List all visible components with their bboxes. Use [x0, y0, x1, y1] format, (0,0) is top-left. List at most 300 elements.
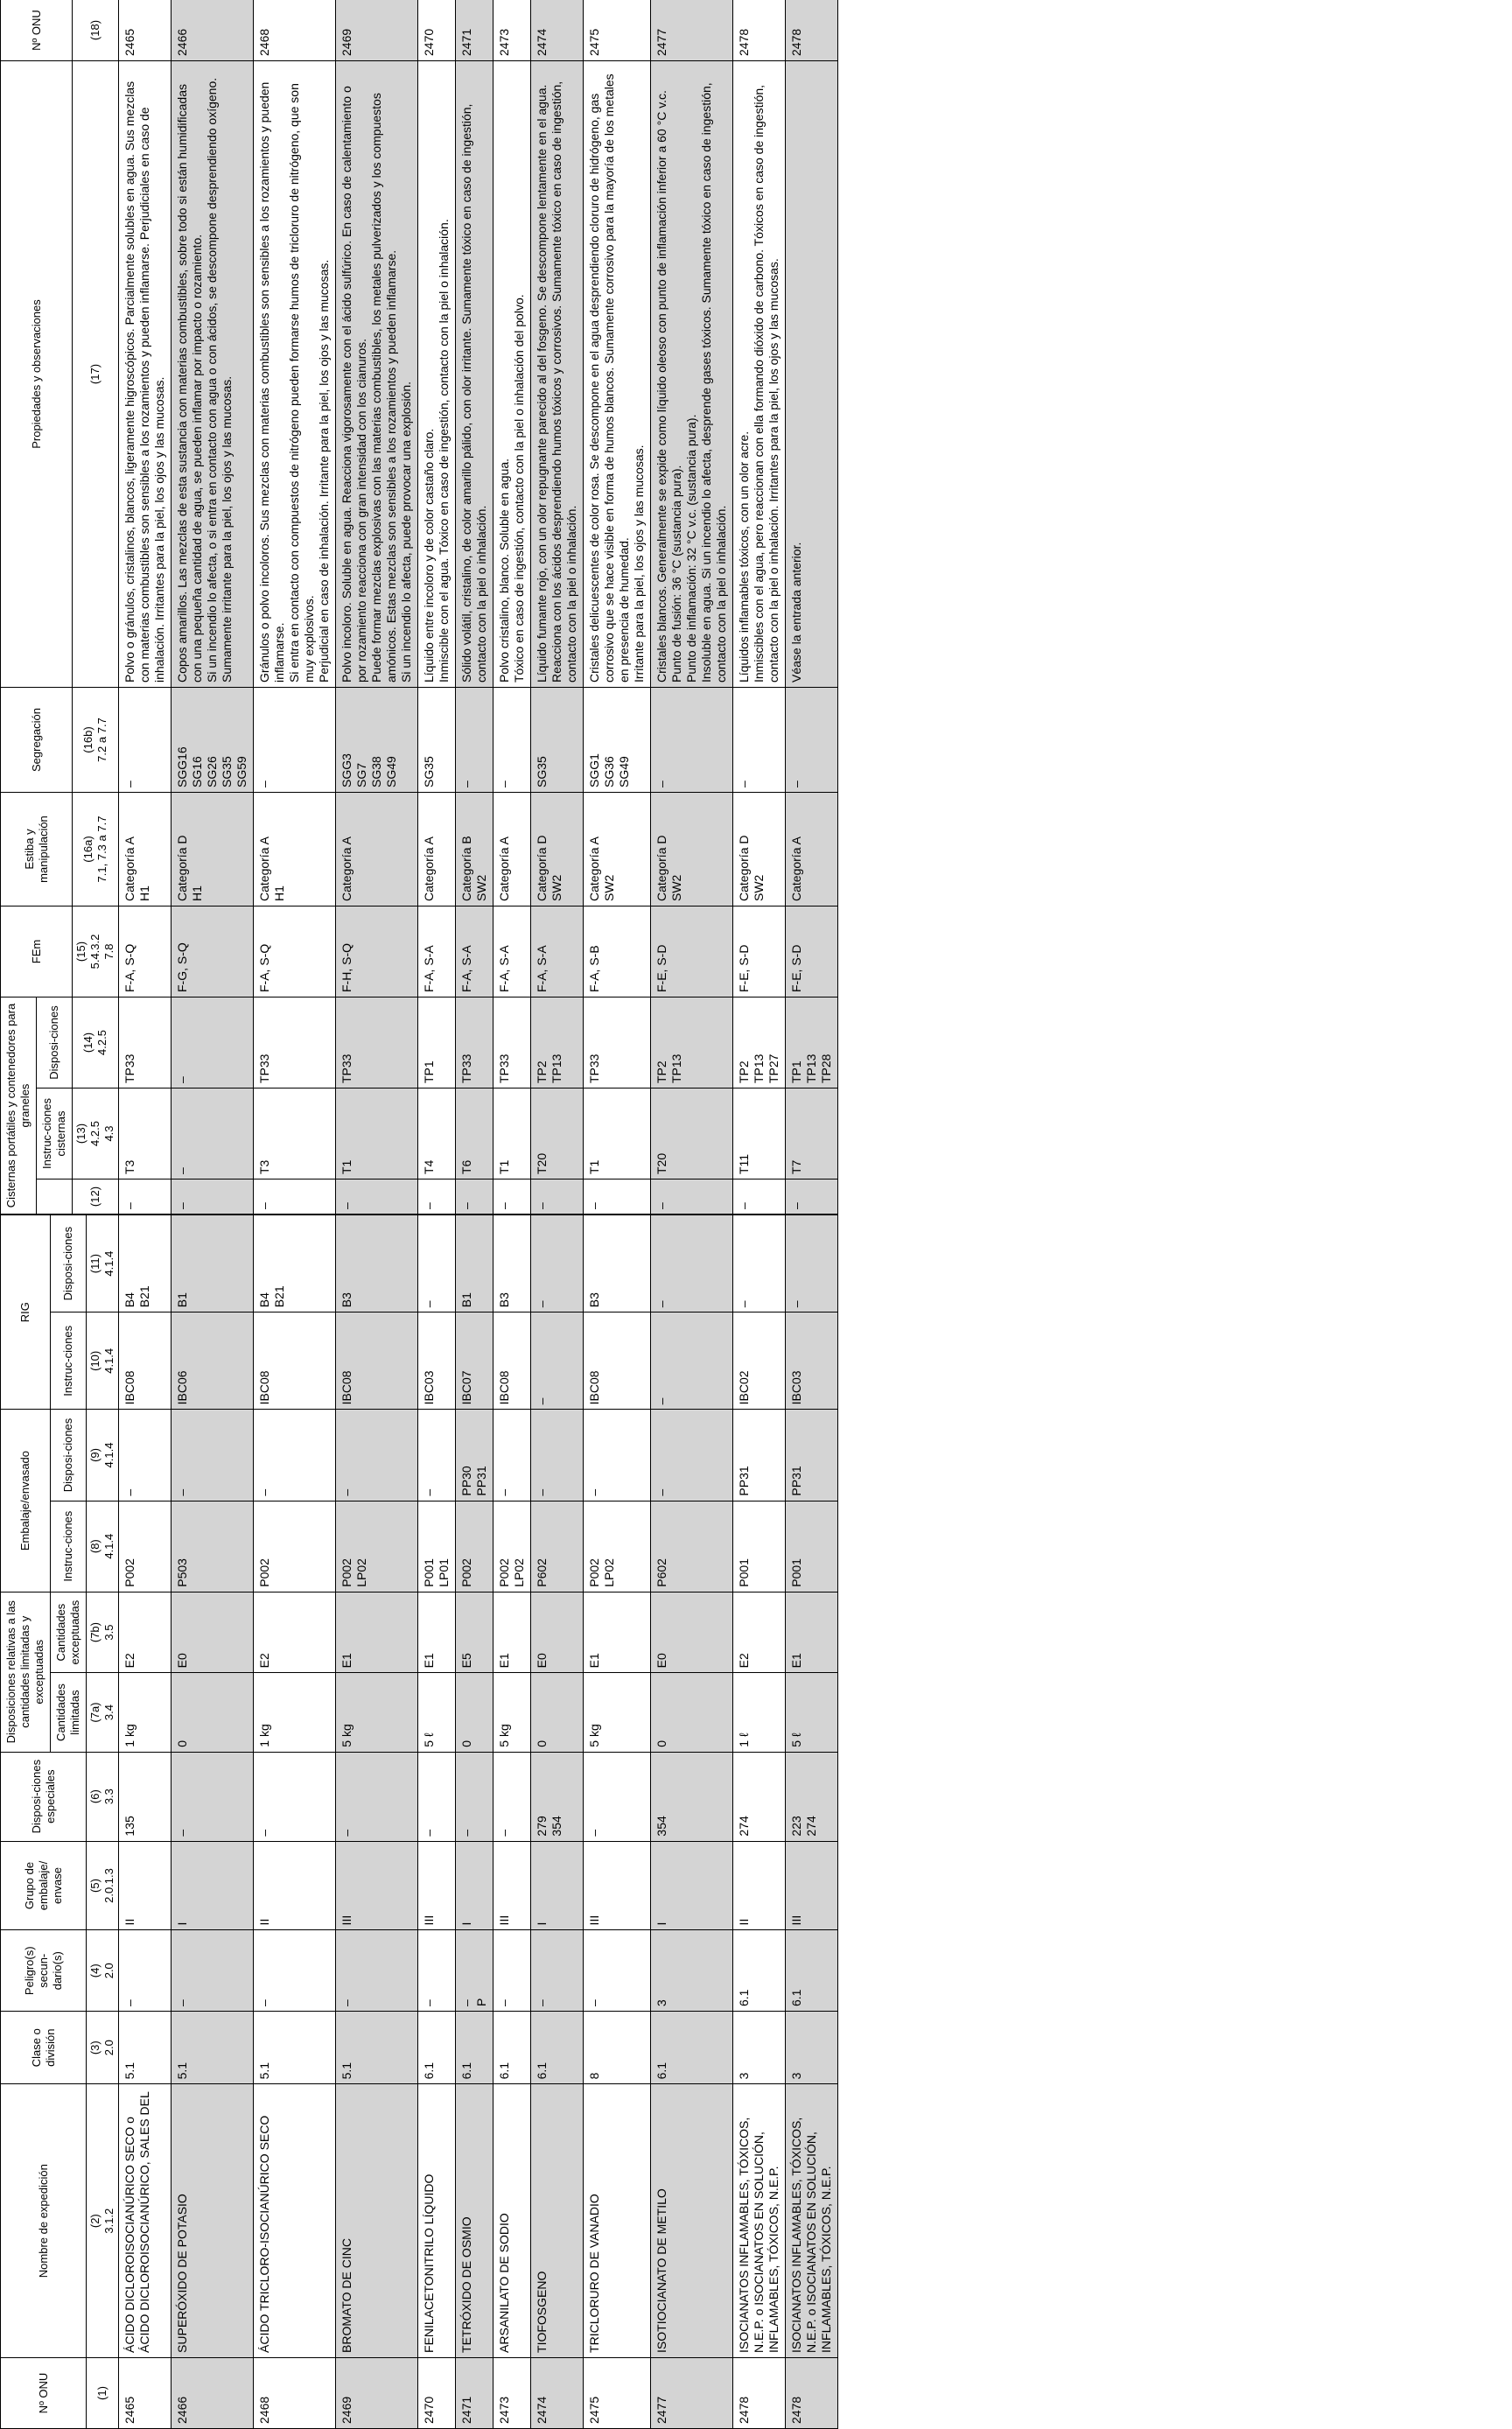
packing-instruction: P602	[531, 1501, 584, 1592]
tank-provision: –	[172, 998, 254, 1088]
column-number: (6) 3.3	[87, 1752, 119, 1841]
header-tank-prov: Disposi-ciones	[37, 998, 73, 1088]
table-row	[651, 1215, 733, 2429]
shipping-name: TETRÓXIDO DE OSMIO	[456, 2084, 494, 2358]
subsidiary-hazard: 6.1	[786, 1930, 838, 2012]
tank-provision: TP33	[119, 998, 172, 1088]
header-ibc-prov: Disposi-ciones	[51, 1215, 87, 1312]
header-class: Clase o división	[1, 2012, 87, 2084]
un-number: 2466	[172, 0, 254, 61]
stowage-handling: Categoría D H1	[172, 793, 254, 906]
class-division: 5.1	[172, 2012, 254, 2084]
right-panel	[0, 0, 1512, 1214]
tank-instruction: T1	[494, 1088, 531, 1180]
tank-instruction: T1	[584, 1088, 651, 1180]
column-number: (7b) 3.5	[87, 1592, 119, 1673]
column-number: (14) 4.2.5	[73, 998, 119, 1088]
special-provisions: –	[418, 1752, 456, 1841]
class-division: 3	[786, 2012, 838, 2084]
limited-quantity: 5 ℓ	[418, 1673, 456, 1752]
table-row	[494, 1215, 531, 2429]
header-excepted: Cantidades exceptuadas	[51, 1592, 87, 1673]
subsidiary-hazard: –	[584, 1930, 651, 2012]
col-12: –	[254, 1180, 336, 1214]
ems: F-A, S-A	[418, 906, 456, 998]
ems: F-E, S-D	[651, 906, 733, 998]
segregation: –	[119, 688, 172, 793]
packing-group: III	[786, 1841, 838, 1930]
subsidiary-hazard: –	[418, 1930, 456, 2012]
header-segregation: Segregación	[1, 688, 73, 793]
segregation: –	[786, 688, 838, 793]
shipping-name: FENILACETONITRILO LÍQUIDO	[418, 2084, 456, 2358]
un-number: 2478	[733, 2357, 786, 2428]
header-un-no: Nº ONU	[1, 2357, 87, 2428]
shipping-name: ÁCIDO DICLOROISOCIANÚRICO SECO o ÁCIDO DICLOROISOCIANÚRICO, SALES DEL	[119, 2084, 172, 2358]
table-row	[336, 0, 418, 1214]
subsidiary-hazard: – P	[456, 1930, 494, 2012]
col-12: –	[418, 1180, 456, 1214]
tank-instruction: T4	[418, 1088, 456, 1180]
tank-provision: TP1	[418, 998, 456, 1088]
table-row	[651, 0, 733, 1214]
shipping-name: ÁCIDO TRICLORO-ISOCIANÚRICO SECO	[254, 2084, 336, 2358]
table-row	[418, 0, 456, 1214]
tank-instruction: –	[172, 1088, 254, 1180]
segregation: SGG3 SG7 SG38 SG49	[336, 688, 418, 793]
table-row	[172, 0, 254, 1214]
table-row	[336, 1215, 418, 2429]
ibc-provision: B3	[494, 1215, 531, 1312]
col-12: –	[651, 1180, 733, 1214]
tank-instruction: T11	[733, 1088, 786, 1180]
special-provisions: 354	[651, 1752, 733, 1841]
limited-quantity: 0	[531, 1673, 584, 1752]
header-tank-instr: Instruc-ciones cisternas	[37, 1088, 73, 1180]
subsidiary-hazard: –	[494, 1930, 531, 2012]
subsidiary-hazard: –	[254, 1930, 336, 2012]
un-number: 2473	[494, 2357, 531, 2428]
special-provisions: –	[254, 1752, 336, 1841]
special-provisions: –	[584, 1752, 651, 1841]
col-12: –	[531, 1180, 584, 1214]
shipping-name: ISOCIANATOS INFLAMABLES, TÓXICOS, N.E.P. o ISOCIANATOS EN SOLUCIÓN, INFLAMABLES, TÓXICOS, N.E.P.	[786, 2084, 838, 2358]
un-number: 2471	[456, 0, 494, 61]
table-row	[531, 0, 584, 1214]
tank-instruction: T3	[254, 1088, 336, 1180]
table-row	[456, 1215, 494, 2429]
packing-group: II	[733, 1841, 786, 1930]
stowage-handling: Categoría A	[786, 793, 838, 906]
packing-provision: PP31	[733, 1410, 786, 1501]
column-number: (16a) 7.1, 7.3 a 7.7	[73, 793, 119, 906]
subsidiary-hazard: 6.1	[733, 1930, 786, 2012]
tank-provision: TP33	[456, 998, 494, 1088]
column-number: (17)	[73, 61, 119, 688]
table-row	[456, 0, 494, 1214]
segregation: –	[456, 688, 494, 793]
packing-instruction: P602	[651, 1501, 733, 1592]
left-table	[0, 1214, 838, 2429]
packing-instruction: P503	[172, 1501, 254, 1592]
ems: F-A, S-B	[584, 906, 651, 998]
stowage-handling: Categoría A	[418, 793, 456, 906]
col-12: –	[172, 1180, 254, 1214]
col-12: –	[733, 1180, 786, 1214]
ems: F-A, S-A	[456, 906, 494, 998]
tank-provision: TP33	[254, 998, 336, 1088]
table-row	[418, 1215, 456, 2429]
table-row	[786, 0, 838, 1214]
limited-quantity: 0	[172, 1673, 254, 1752]
excepted-quantity: E1	[786, 1592, 838, 1673]
header-limited: Cantidades limitadas	[51, 1673, 87, 1752]
header-name: Nombre de expedición	[1, 2084, 87, 2358]
ems: F-A, S-Q	[254, 906, 336, 998]
header-pack-instr: Instruc-ciones	[51, 1501, 87, 1592]
column-number: (3) 2.0	[87, 2012, 119, 2084]
special-provisions: –	[172, 1752, 254, 1841]
packing-instruction: P001	[786, 1501, 838, 1592]
stowage-handling: Categoría A SW2	[584, 793, 651, 906]
un-number: 2478	[733, 0, 786, 61]
properties: Polvo cristalino, blanco. Soluble en agua. Tóxico en caso de ingestión, contacto con la piel o inhalación del polvo.	[494, 61, 531, 688]
column-number: (5) 2.0.1.3	[87, 1841, 119, 1930]
stowage-handling: Categoría A	[494, 793, 531, 906]
special-provisions: 274	[733, 1752, 786, 1841]
properties: Cristales blancos. Generalmente se expide como líquido oleoso con punto de inflamación inferior a 60 °C v.c. Punto de fusión: 36 °C (sustancia pura). Punto de inflamación: 32 °C v.c. (sustancia pura). Insoluble en agua. Si un incendio lo afecta, desprende gases tóxicos. Sumamente tóxico en caso de ingestión, contacto con la piel o inhalación.	[651, 61, 733, 688]
header-ems: FEm	[1, 906, 73, 998]
ems: F-A, S-A	[494, 906, 531, 998]
class-division: 5.1	[336, 2012, 418, 2084]
packing-group: II	[254, 1841, 336, 1930]
col-12: –	[584, 1180, 651, 1214]
ems: F-G, S-Q	[172, 906, 254, 998]
header-tanks: Cisternas portátiles y contenedores para graneles	[1, 998, 37, 1214]
column-number: (7a) 3.4	[87, 1673, 119, 1752]
column-number: (2) 3.1.2	[87, 2084, 119, 2358]
table-row	[584, 1215, 651, 2429]
tank-instruction: T3	[119, 1088, 172, 1180]
column-number: (9) 4.1.4	[87, 1410, 119, 1501]
limited-quantity: 5 kg	[584, 1673, 651, 1752]
table-row	[733, 1215, 786, 2429]
column-number: (13) 4.2.5 4.3	[73, 1088, 119, 1180]
excepted-quantity: E1	[336, 1592, 418, 1673]
limited-quantity: 5 ℓ	[786, 1673, 838, 1752]
packing-instruction: P001	[733, 1501, 786, 1592]
ems: F-A, S-Q	[119, 906, 172, 998]
ibc-instruction: IBC08	[494, 1312, 531, 1410]
class-division: 6.1	[651, 2012, 733, 2084]
ems: F-H, S-Q	[336, 906, 418, 998]
shipping-name: TRICLORURO DE VANADIO	[584, 2084, 651, 2358]
col-12: –	[494, 1180, 531, 1214]
special-provisions: –	[456, 1752, 494, 1841]
ibc-provision: B1	[456, 1215, 494, 1312]
header-pack-prov: Disposi-ciones	[51, 1410, 87, 1501]
un-number: 2470	[418, 2357, 456, 2428]
excepted-quantity: E1	[584, 1592, 651, 1673]
packing-group: III	[494, 1841, 531, 1930]
packing-provision: –	[584, 1410, 651, 1501]
properties: Gránulos o polvo incoloros. Sus mezclas con materias combustibles son sensibles a los rozamientos y pueden inflamarse. Si entra en contacto con compuestos de nitrógeno pueden formarse humos de tricloruro de nitrógeno, que son muy explosivos. Perjudicial en caso de inhalación. Irritante para la piel, los ojos y las mucosas.	[254, 61, 336, 688]
un-number: 2465	[119, 0, 172, 61]
packing-group: II	[119, 1841, 172, 1930]
un-number: 2468	[254, 2357, 336, 2428]
tank-instruction: T20	[651, 1088, 733, 1180]
excepted-quantity: E5	[456, 1592, 494, 1673]
packing-provision: PP30 PP31	[456, 1410, 494, 1501]
column-number: (15) 5.4.3.2 7.8	[73, 906, 119, 998]
excepted-quantity: E0	[531, 1592, 584, 1673]
header-ibc-instr: Instruc-ciones	[51, 1312, 87, 1410]
stowage-handling: Categoría D SW2	[733, 793, 786, 906]
special-provisions: 279 354	[531, 1752, 584, 1841]
ibc-instruction: IBC08	[336, 1312, 418, 1410]
ibc-instruction: IBC03	[786, 1312, 838, 1410]
properties: Líquido entre incoloro y de color castaño claro. Inmiscible con el agua. Tóxico en caso de ingestión, contacto con la piel o inhalación.	[418, 61, 456, 688]
excepted-quantity: E2	[119, 1592, 172, 1673]
ibc-instruction: IBC03	[418, 1312, 456, 1410]
column-number: (1)	[87, 2357, 119, 2428]
packing-instruction: P002	[254, 1501, 336, 1592]
subsidiary-hazard: 3	[651, 1930, 733, 2012]
un-number: 2474	[531, 2357, 584, 2428]
col-12: –	[786, 1180, 838, 1214]
header-limited-excepted: Disposiciones relativas a las cantidades limitadas y exceptuadas	[1, 1592, 51, 1752]
stowage-handling: Categoría A H1	[119, 793, 172, 906]
packing-group: III	[584, 1841, 651, 1930]
packing-instruction: P002 LP02	[336, 1501, 418, 1592]
ibc-provision: –	[531, 1215, 584, 1312]
properties: Copos amarillos. Las mezclas de esta sustancia con materias combustibles, sobre todo si están humidificadas con una pequeña cantidad de agua, se pueden inflamar por impacto o rozamiento. Si un incendio lo afecta, o si entra en contacto con agua o con ácidos, se descompone desprendiendo oxígeno. Sumamente irritante para la piel, los ojos y las mucosas.	[172, 61, 254, 688]
table-row	[254, 1215, 336, 2429]
segregation: –	[733, 688, 786, 793]
table-row	[733, 0, 786, 1214]
special-provisions: 223 274	[786, 1752, 838, 1841]
un-number: 2469	[336, 2357, 418, 2428]
class-division: 6.1	[531, 2012, 584, 2084]
ems: F-E, S-D	[786, 906, 838, 998]
column-number: (10) 4.1.4	[87, 1312, 119, 1410]
ibc-instruction: IBC08	[119, 1312, 172, 1410]
tank-instruction: T7	[786, 1088, 838, 1180]
limited-quantity: 5 kg	[494, 1673, 531, 1752]
class-division: 6.1	[494, 2012, 531, 2084]
un-number: 2466	[172, 2357, 254, 2428]
table-row	[172, 1215, 254, 2429]
shipping-name: ISOTIOCIANATO DE METILO	[651, 2084, 733, 2358]
special-provisions: –	[494, 1752, 531, 1841]
shipping-name: BROMATO DE CINC	[336, 2084, 418, 2358]
column-number: (11) 4.1.4	[87, 1215, 119, 1312]
ibc-provision: –	[651, 1215, 733, 1312]
un-number: 2468	[254, 0, 336, 61]
packing-provision: –	[651, 1410, 733, 1501]
excepted-quantity: E1	[418, 1592, 456, 1673]
packing-instruction: P002	[119, 1501, 172, 1592]
header-properties: Propiedades y observaciones	[1, 61, 73, 688]
table-row	[531, 1215, 584, 2429]
column-number: (18)	[73, 0, 119, 61]
properties: Líquidos inflamables tóxicos, con un olor acre. Inmiscibles con el agua, pero reaccionan con ella formando dióxido de carbono. Tóxicos en caso de ingestión, contacto con la piel o inhalación. Irritantes para la piel, los ojos y las mucosas.	[733, 61, 786, 688]
packing-group: I	[531, 1841, 584, 1930]
ibc-provision: B4 B21	[254, 1215, 336, 1312]
packing-instruction: P001 LP01	[418, 1501, 456, 1592]
tank-provision: TP33	[336, 998, 418, 1088]
header-stowage: Estiba y manipulación	[1, 793, 73, 906]
limited-quantity: 5 kg	[336, 1673, 418, 1752]
tank-provision: TP33	[584, 998, 651, 1088]
ibc-provision: –	[733, 1215, 786, 1312]
tank-provision: TP33	[494, 998, 531, 1088]
packing-group: I	[172, 1841, 254, 1930]
col-12: –	[456, 1180, 494, 1214]
table-row	[584, 0, 651, 1214]
ibc-instruction: IBC08	[584, 1312, 651, 1410]
properties: Líquido fumante rojo, con un olor repugnante parecido al del fosgeno. Se descompone lentamente en el agua. Reacciona con los ácidos desprendiendo humos tóxicos y corrosivos. Sumamente tóxico en caso de ingestión, contacto con la piel o inhalación.	[531, 61, 584, 688]
class-division: 5.1	[119, 2012, 172, 2084]
header-packing-group: Grupo de embalaje/ envase	[1, 1841, 87, 1930]
packing-provision: –	[172, 1410, 254, 1501]
packing-provision: PP31	[786, 1410, 838, 1501]
stowage-handling: Categoría A	[336, 793, 418, 906]
ibc-provision: –	[786, 1215, 838, 1312]
column-number: (12)	[73, 1180, 119, 1214]
un-number: 2474	[531, 0, 584, 61]
excepted-quantity: E1	[494, 1592, 531, 1673]
un-number: 2469	[336, 0, 418, 61]
ibc-instruction: IBC02	[733, 1312, 786, 1410]
header-un-no-right: Nº ONU	[1, 0, 73, 61]
limited-quantity: 1 kg	[254, 1673, 336, 1752]
col-12: –	[336, 1180, 418, 1214]
shipping-name: SUPERÓXIDO DE POTASIO	[172, 2084, 254, 2358]
un-number: 2478	[786, 0, 838, 61]
table-row	[119, 0, 172, 1214]
excepted-quantity: E2	[733, 1592, 786, 1673]
segregation: SG35	[531, 688, 584, 793]
class-division: 3	[733, 2012, 786, 2084]
excepted-quantity: E0	[172, 1592, 254, 1673]
ems: F-E, S-D	[733, 906, 786, 998]
limited-quantity: 1 kg	[119, 1673, 172, 1752]
special-provisions: 135	[119, 1752, 172, 1841]
stowage-handling: Categoría D SW2	[651, 793, 733, 906]
packing-instruction: P002	[456, 1501, 494, 1592]
table-row	[254, 0, 336, 1214]
un-number: 2471	[456, 2357, 494, 2428]
tank-provision: TP2 TP13 TP27	[733, 998, 786, 1088]
un-number: 2475	[584, 2357, 651, 2428]
packing-instruction: P002 LP02	[494, 1501, 531, 1592]
header-subrisk: Peligro(s) secun-dario(s)	[1, 1930, 87, 2012]
right-table	[0, 0, 838, 1214]
un-number: 2477	[651, 2357, 733, 2428]
limited-quantity: 0	[651, 1673, 733, 1752]
un-number: 2475	[584, 0, 651, 61]
packing-group: III	[336, 1841, 418, 1930]
packing-group: I	[651, 1841, 733, 1930]
header-c12	[37, 1180, 73, 1214]
col-12: –	[119, 1180, 172, 1214]
properties: Polvo o gránulos, cristalinos, blancos, ligeramente higroscópicos. Parcialmente solubles en agua. Sus mezclas con materias combustibles son sensibles a los rozamientos y pueden inflamarse. Perjudiciales en caso de inhalación. Irritantes para la piel, los ojos y las mucosas.	[119, 61, 172, 688]
ibc-instruction: IBC06	[172, 1312, 254, 1410]
shipping-name: ISOCIANATOS INFLAMABLES, TÓXICOS, N.E.P. o ISOCIANATOS EN SOLUCIÓN, INFLAMABLES, TÓXICOS, N.E.P.	[733, 2084, 786, 2358]
header-ibc: RIG	[1, 1215, 51, 1410]
class-division: 5.1	[254, 2012, 336, 2084]
tank-instruction: T20	[531, 1088, 584, 1180]
properties: Cristales delicuescentes de color rosa. Se descompone en el agua desprendiendo cloruro de hidrógeno, gas corrosivo que se hace visible en forma de humos blancos. Sumamente corrosivo para la mayoría de los metales en presencia de humedad. Irritante para la piel, los ojos y las mucosas.	[584, 61, 651, 688]
stowage-handling: Categoría D SW2	[531, 793, 584, 906]
packing-group: I	[456, 1841, 494, 1930]
tank-provision: TP1 TP13 TP28	[786, 998, 838, 1088]
ems: F-A, S-A	[531, 906, 584, 998]
limited-quantity: 0	[456, 1673, 494, 1752]
shipping-name: ARSANILATO DE SODIO	[494, 2084, 531, 2358]
packing-provision: –	[254, 1410, 336, 1501]
properties: Sólido volátil, cristalino, de color amarillo pálido, con olor irritante. Sumamente tóxico en caso de ingestión, contacto con la piel o inhalación.	[456, 61, 494, 688]
ibc-instruction: –	[651, 1312, 733, 1410]
class-division: 8	[584, 2012, 651, 2084]
header-packing: Embalaje/envasado	[1, 1410, 51, 1592]
ibc-provision: –	[418, 1215, 456, 1312]
subsidiary-hazard: –	[336, 1930, 418, 2012]
un-number: 2477	[651, 0, 733, 61]
subsidiary-hazard: –	[531, 1930, 584, 2012]
properties: Polvo incoloro. Soluble en agua. Reacciona vigorosamente con el ácido sulfúrico. En caso de calentamiento o por rozamiento reacciona con gran intensidad con los cianuros. Puede formar mezclas explosivas con las materias combustibles, los metales pulverizados y los compuestos amónicos. Estas mezclas son sensibles a los rozamientos y pueden inflamarse. Si un incendio lo afecta, puede provocar una explosión.	[336, 61, 418, 688]
excepted-quantity: E0	[651, 1592, 733, 1673]
packing-provision: –	[418, 1410, 456, 1501]
packing-provision: –	[336, 1410, 418, 1501]
shipping-name: TIOFOSGENO	[531, 2084, 584, 2358]
column-number: (16b) 7.2 a 7.7	[73, 688, 119, 793]
ibc-instruction: IBC07	[456, 1312, 494, 1410]
special-provisions: –	[336, 1752, 418, 1841]
segregation: –	[494, 688, 531, 793]
tank-provision: TP2 TP13	[531, 998, 584, 1088]
stowage-handling: Categoría A H1	[254, 793, 336, 906]
tank-instruction: T1	[336, 1088, 418, 1180]
table-row	[786, 1215, 838, 2429]
header-special-provisions: Disposi-ciones especiales	[1, 1752, 87, 1841]
table-row	[494, 0, 531, 1214]
packing-instruction: P002 LP02	[584, 1501, 651, 1592]
properties: Véase la entrada anterior.	[786, 61, 838, 688]
excepted-quantity: E2	[254, 1592, 336, 1673]
ibc-instruction: –	[531, 1312, 584, 1410]
ibc-provision: B4 B21	[119, 1215, 172, 1312]
class-division: 6.1	[418, 2012, 456, 2084]
packing-provision: –	[119, 1410, 172, 1501]
un-number: 2473	[494, 0, 531, 61]
segregation: SG35	[418, 688, 456, 793]
subsidiary-hazard: –	[172, 1930, 254, 2012]
tank-provision: TP2 TP13	[651, 998, 733, 1088]
ibc-provision: B3	[336, 1215, 418, 1312]
tank-instruction: T6	[456, 1088, 494, 1180]
column-number: (4) 2.0	[87, 1930, 119, 2012]
segregation: –	[651, 688, 733, 793]
segregation: SGG1 SG36 SG49	[584, 688, 651, 793]
class-division: 6.1	[456, 2012, 494, 2084]
column-number: (8) 4.1.4	[87, 1501, 119, 1592]
un-number: 2465	[119, 2357, 172, 2428]
un-number: 2478	[786, 2357, 838, 2428]
segregation: –	[254, 688, 336, 793]
subsidiary-hazard: –	[119, 1930, 172, 2012]
